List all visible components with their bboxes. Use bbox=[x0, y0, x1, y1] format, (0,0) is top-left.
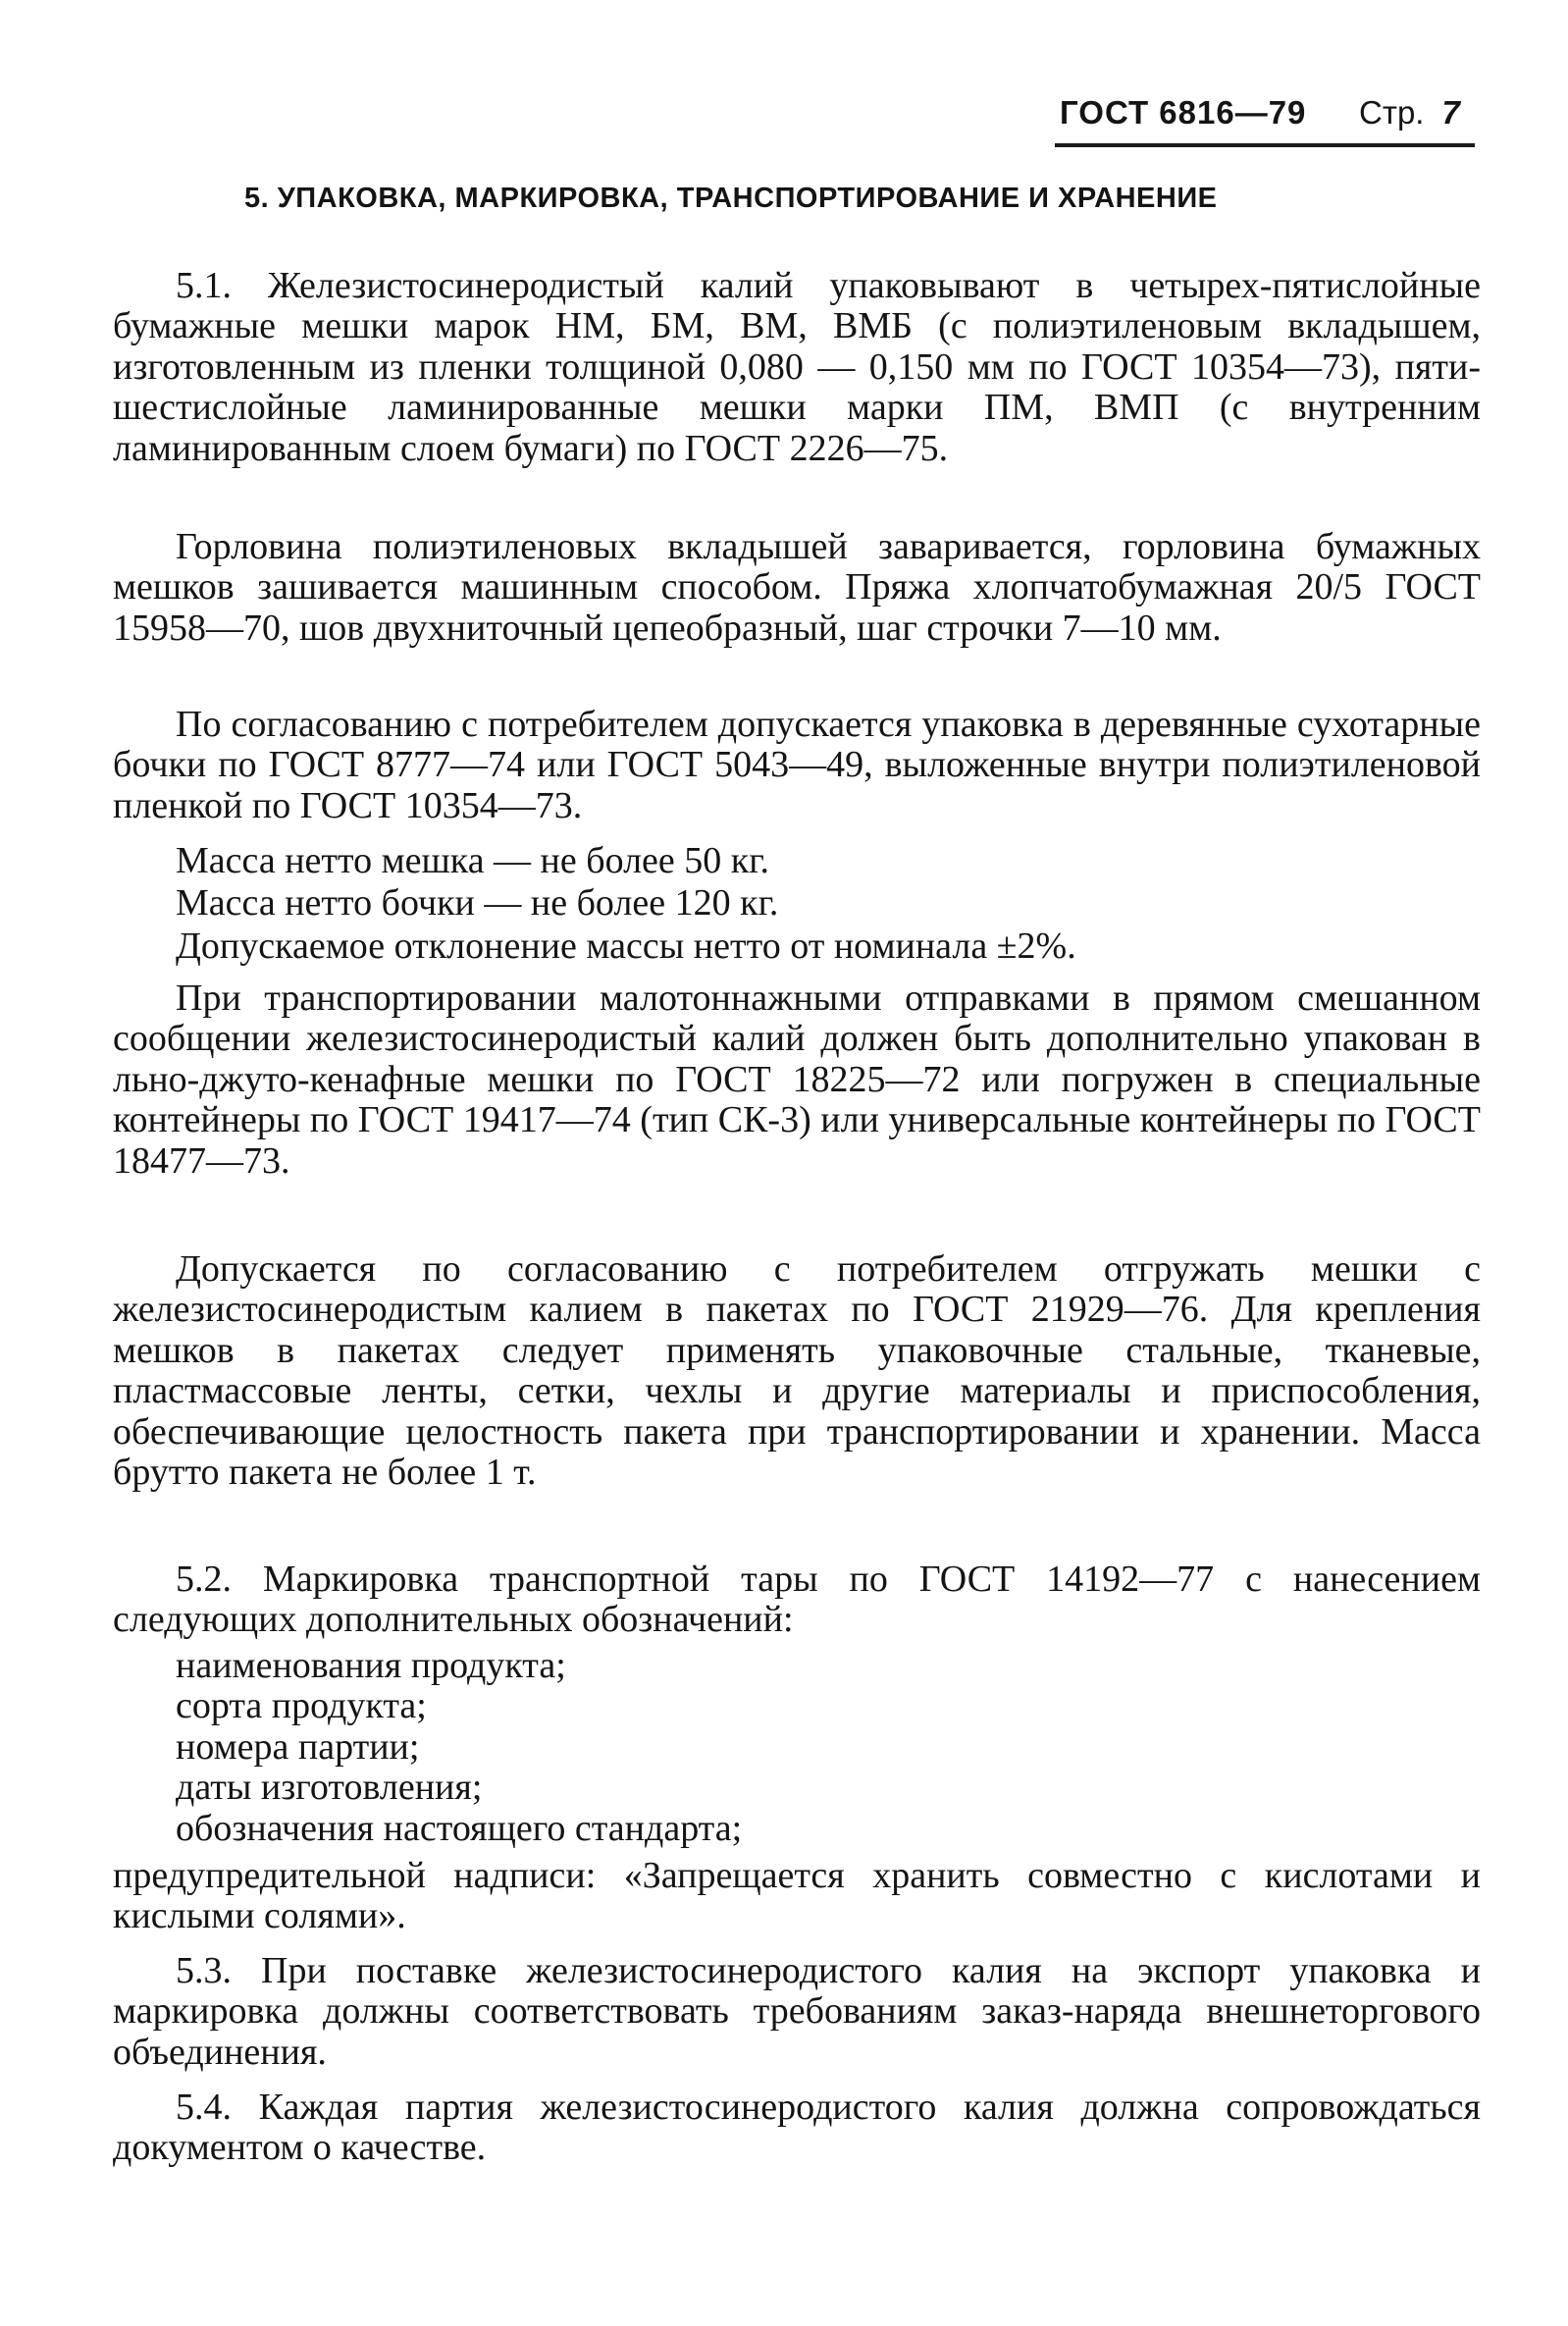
warning-line-first: предупредительной надписи: «Запрещается хранить совместно с bbox=[113, 1855, 1237, 1896]
standard-number: ГОСТ 6816—79 bbox=[1060, 94, 1307, 131]
paragraph-5-1: 5.1. Железистосинеродистый калий упаковывают в четырех-пятислойные бумажные мешки марок НМ, БМ, ВМ, ВМБ (с полиэтиленовым вкладышем, изготовленным из пленки толщиной 0,080 — 0,150 мм по ГОСТ 10354—73), пяти-шестислойные ламинированные мешки марки ПМ, ВМП (с внутренним ламинированным слоем бумаги) по ГОСТ 2226—75. bbox=[113, 265, 1481, 469]
list-item: даты изготовления; bbox=[176, 1767, 483, 1809]
page-number: 7 bbox=[1441, 94, 1460, 131]
list-item: сорта продукта; bbox=[176, 1685, 427, 1727]
page-indicator bbox=[1359, 94, 1460, 132]
paragraph-barrel-mass: Масса нетто бочки — не более 120 кг. bbox=[176, 882, 779, 924]
paragraph-5-2: 5.2. Маркировка транспортной тары по ГОСТ 14192—77 с нанесением следующих дополнительных обозначений: bbox=[113, 1559, 1481, 1641]
section-title: 5. УПАКОВКА, МАРКИРОВКА, ТРАНСПОРТИРОВАНИЕ И ХРАНЕНИЕ bbox=[244, 183, 1218, 214]
paragraph-bag-mass: Масса нетто мешка — не более 50 кг. bbox=[176, 840, 770, 881]
marking-list bbox=[176, 1646, 1481, 1849]
list-item: обозначения настоящего стандарта; bbox=[176, 1807, 743, 1849]
paragraph-5-3: 5.3. При поставке железистосинеродистого калия на экспорт упаковка и маркировка должны соответствовать требованиям заказ-наряда внешнеторгового объединения. bbox=[113, 1950, 1481, 2073]
paragraph-transport: При транспортировании малотоннажными отправками в прямом смешанном сообщении железистосинеродистый калий должен быть дополнительно упакован в льно-джуто-кенафные мешки по ГОСТ 18225—72 или погружен в специальные контейнеры по ГОСТ 19417—74 (тип СК-3) или универсальные контейнеры по ГОСТ 18477—73. bbox=[113, 978, 1481, 1182]
list-item: номера партии; bbox=[176, 1725, 420, 1768]
list-item: наименования продукта; bbox=[176, 1645, 566, 1686]
warning-paragraph bbox=[113, 1856, 1481, 1937]
paragraph-mass-deviation: Допускаемое отклонение массы нетто от номинала ±2%. bbox=[176, 925, 1076, 967]
paragraph-barrels: По согласованию с потребителем допускается упаковка в деревянные сухотарные бочки по ГОСТ 8777—74 или ГОСТ 5043—49, выложенные внутри полиэтиленовой пленкой по ГОСТ 10354—73. bbox=[113, 704, 1481, 826]
page-label: Стр. bbox=[1359, 94, 1425, 131]
paragraph-neck-sealing: Горловина полиэтиленовых вкладышей заваривается, горловина бумажных мешков зашивается машинным способом. Пряжа хлопчатобумажная 20/5 ГОСТ 15958—70, шов двухниточный цепеобразный, шаг строчки 7—10 мм. bbox=[113, 526, 1481, 649]
header-rule bbox=[1055, 143, 1475, 147]
page-header bbox=[981, 90, 1477, 141]
warning-line-rest: кислотами и кислыми солями». bbox=[113, 1855, 1482, 1937]
paragraph-packets: Допускается по согласованию с потребителем отгружать мешки с железистосинеродистым калием в пакетах по ГОСТ 21929—76. Для крепления мешков в пакетах следует применять упаковочные стальные, тканевые, пластмассовые ленты, сетки, чехлы и другие материалы и приспособления, обеспечивающие целостность пакета при транспортировании и хранении. Масса брутто пакета не более 1 т. bbox=[113, 1248, 1481, 1494]
paragraph-5-4: 5.4. Каждая партия железистосинеродистого калия должна сопровождаться документом о качестве. bbox=[113, 2087, 1481, 2169]
